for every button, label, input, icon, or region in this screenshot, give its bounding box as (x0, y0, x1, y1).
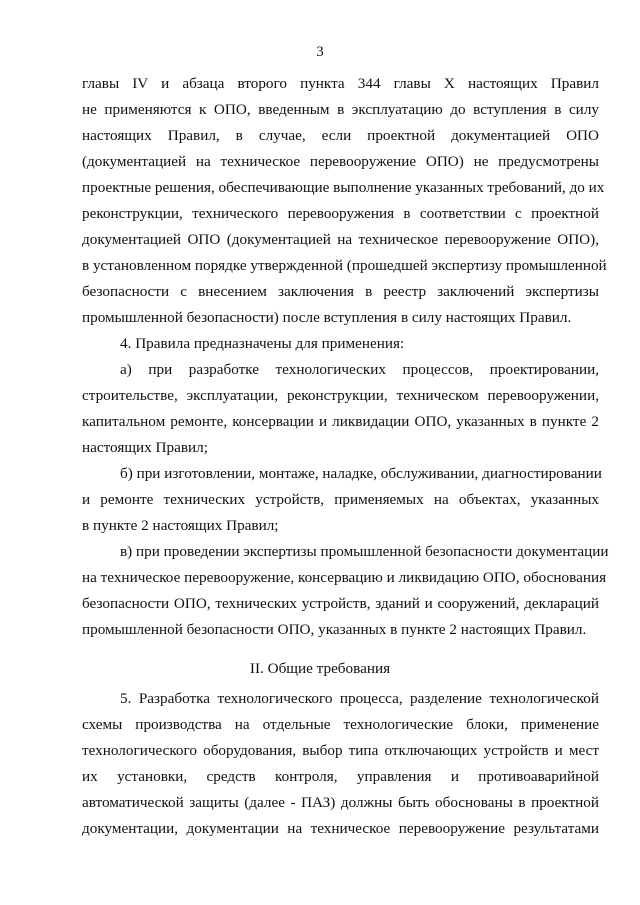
text-line: схемы производства на отдельные технологические блоки, применение (82, 716, 599, 733)
text-line: настоящих Правил, в случае, если проектной документацией ОПО (82, 127, 599, 144)
paragraph-item-5 (82, 686, 599, 842)
text-line: промышленной безопасности ОПО, указанных в пункте 2 настоящих Правил. (82, 621, 587, 638)
text-line: безопасности с внесением заключения в реестр заключений экспертизы (82, 283, 599, 300)
text-line: капитальном ремонте, консервации и ликвидации ОПО, указанных в пункте 2 (82, 413, 599, 430)
text-line: в пункте 2 настоящих Правил; (82, 517, 279, 534)
text-line: документацией ОПО (документацией на техническое перевооружение ОПО), (82, 231, 599, 248)
text-line: строительстве, эксплуатации, реконструкции, техническом перевооружении, (82, 387, 599, 404)
text-line: реконструкции, технического перевооружения в соответствии с проектной (82, 205, 599, 222)
text-line: и ремонте технических устройств, применяемых на объектах, указанных (82, 491, 599, 508)
text-line: технологического оборудования, выбор типа отключающих устройств и мест (82, 742, 599, 759)
text-line: б) при изготовлении, монтаже, наладке, обслуживании, диагностировании (120, 465, 602, 482)
text-line: автоматической защиты (далее - ПАЗ) должны быть обоснованы в проектной (82, 794, 599, 811)
text-line: на техническое перевооружение, консервацию и ликвидацию ОПО, обоснования (82, 569, 607, 586)
text-line: настоящих Правил; (82, 439, 208, 456)
text-line: главы IV и абзаца второго пункта 344 главы X настоящих Правил (82, 75, 599, 92)
section-heading: II. Общие требования (249, 660, 391, 677)
text-line: проектные решения, обеспечивающие выполнение указанных требований, до их (82, 179, 605, 196)
text-line: 4. Правила предназначены для применения: (120, 335, 405, 352)
paragraph-item-4 (82, 331, 609, 643)
text-line: 5. Разработка технологического процесса, разделение технологической (120, 690, 599, 707)
text-line: в установленном порядке утвержденной (прошедшей экспертизу промышленной (82, 257, 607, 274)
text-line: (документацией на техническое перевооружение ОПО) не предусмотрены (82, 153, 599, 170)
text-line: не применяются к ОПО, введенным в эксплуатацию до вступления в силу (82, 101, 599, 118)
text-line: их установки, средств контроля, управления и противоаварийной (82, 768, 599, 785)
text-line: в) при проведении экспертизы промышленной безопасности документации (120, 543, 609, 560)
page-number: 3 (316, 44, 324, 60)
text-line: документации, документации на техническое перевооружение результатами (82, 820, 599, 837)
text-line: а) при разработке технологических процессов, проектировании, (120, 361, 599, 378)
paragraph-continuation (82, 71, 607, 331)
text-line: промышленной безопасности) после вступления в силу настоящих Правил. (82, 309, 572, 326)
text-line: безопасности ОПО, технических устройств, зданий и сооружений, деклараций (82, 595, 599, 612)
